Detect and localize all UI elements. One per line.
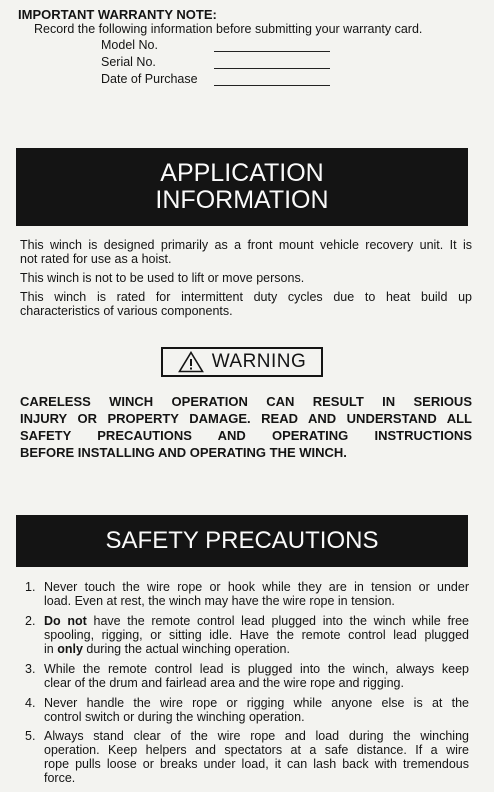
warning-text-line: CARELESS WINCH OPERATION CAN RESULT IN SERIOUS [20,394,472,409]
warranty-title: IMPORTANT WARRANTY NOTE: [18,7,217,22]
list-item-line: Always stand clear of the wire rope and load during the winching [44,729,469,743]
list-item-line: control switch or during the winching operation. [44,710,305,724]
application-paragraph-2: This winch is not to be used to lift or move persons. [20,271,305,285]
list-item-text [44,580,469,608]
application-paragraph-3-line2: characteristics of various components. [20,304,233,318]
application-paragraph-1-line1: This winch is designed primarily as a front mount vehicle recovery unit. It is [20,238,472,252]
model-no-label: Model No. [101,38,158,52]
warning-text-line: INJURY OR PROPERTY DAMAGE. READ AND UNDERSTAND ALL [20,411,472,426]
list-item-line: While the remote control lead is plugged into the winch, always keep [44,662,469,676]
warning-text-line: BEFORE INSTALLING AND OPERATING THE WINCH. [20,445,347,460]
model-no-line [214,51,330,52]
emphasis-do-not: Do not [44,614,87,628]
warranty-instruction: Record the following information before submitting your warranty card. [34,22,423,36]
list-item-number: 5. [25,729,36,743]
serial-no-line [214,68,330,69]
warning-box [161,347,323,377]
list-item-text [44,614,469,656]
list-item-line: force. [44,771,76,785]
list-item-text [44,729,469,785]
list-item-line-pre: in [44,642,58,656]
application-heading-banner [16,148,468,226]
emphasis-only: only [57,642,83,656]
application-paragraph-1 [20,238,472,266]
safety-heading-banner [16,515,468,567]
list-item-line: operation. Keep helpers and spectators at a safe distance. If a wire [44,743,469,757]
safety-heading: SAFETY PRECAUTIONS [105,527,379,554]
list-item-line-rest: have the remote control lead plugged into the winch while free [86,614,469,628]
list-item-number: 4. [25,696,36,710]
list-item-text [44,696,469,724]
list-item-number: 1. [25,580,36,594]
date-of-purchase-label: Date of Purchase [101,72,198,86]
serial-no-label: Serial No. [101,55,156,69]
application-paragraph-1-line2: not rated for use as a hoist. [20,252,172,266]
application-paragraph-3 [20,290,472,318]
application-heading-line1: APPLICATION [160,159,324,187]
list-item-line: rope pulls loose or breaks under load, it can lash back with tremendous [44,757,469,771]
list-item-number: 3. [25,662,36,676]
list-item-line: spooling, rigging, or sitting idle. Have the remote control lead plugged [44,628,469,642]
warning-text [20,393,472,461]
warning-label: WARNING [211,351,307,372]
list-item-text [44,662,469,690]
list-item-line [44,642,469,656]
list-item-line: Never handle the wire rope or rigging while anyone else is at the [44,696,469,710]
list-item-line: Never touch the wire rope or hook while they are in tension or under [44,580,469,594]
list-item-line: load. Even at rest, the winch may have the wire rope in tension. [44,594,395,608]
list-item-line-rest: during the actual winching operation. [82,642,290,656]
list-item-line [44,614,469,628]
list-item-line: clear of the drum and fairlead area and the wire rope and rigging. [44,676,404,690]
application-heading-line2: INFORMATION [155,186,329,214]
warning-text-line: SAFETY PRECAUTIONS AND OPERATING INSTRUCTIONS [20,428,472,443]
warning-triangle-icon [178,351,204,373]
list-item-number: 2. [25,614,36,628]
date-of-purchase-line [214,85,330,86]
application-paragraph-3-line1: This winch is rated for intermittent duty cycles due to heat build up [20,290,472,304]
